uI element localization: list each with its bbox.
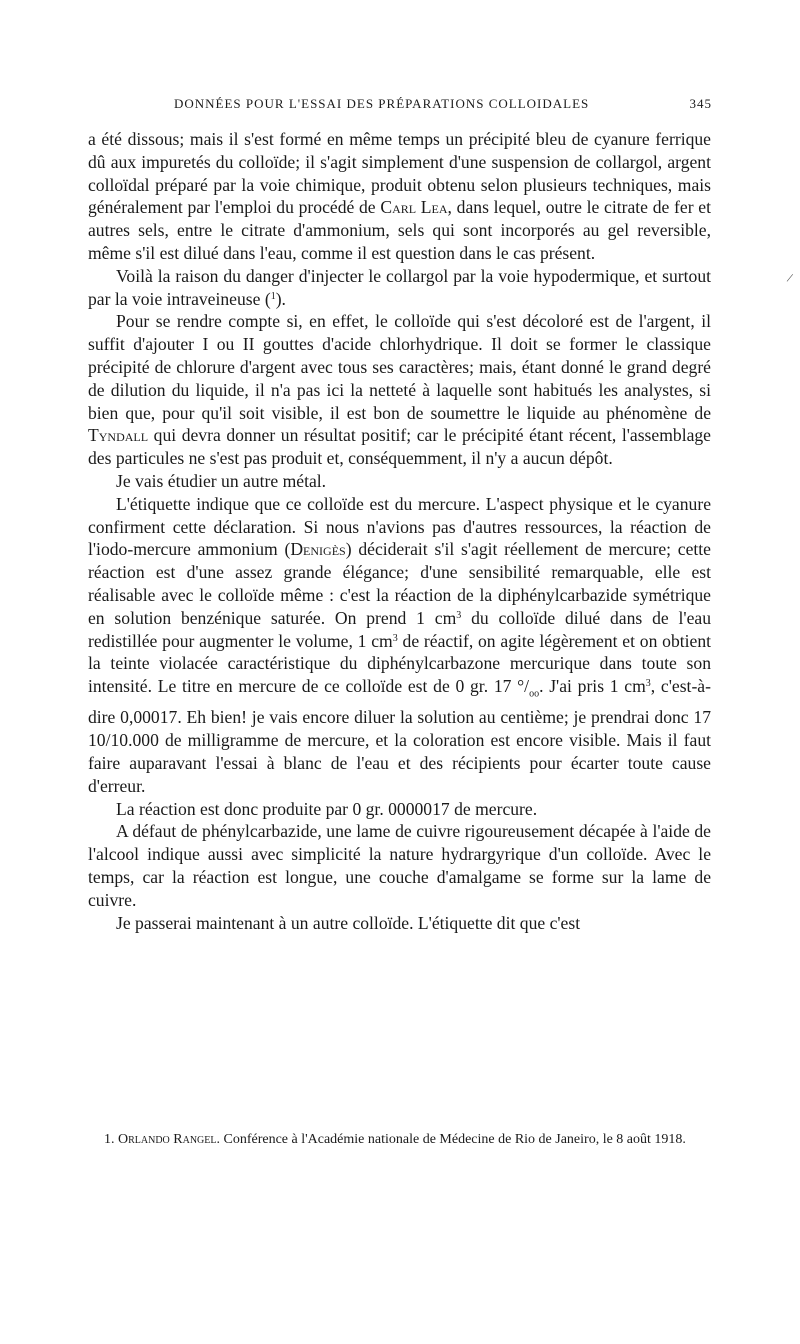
paragraph bbox=[88, 310, 711, 470]
footnote-author: Orlando Rangel bbox=[118, 1132, 217, 1147]
text-run: Pour se rendre compte si, en effet, le colloïde qui s'est décoloré est de l'argent, il suffit d'ajouter I ou II gouttes d'acide chlorhydrique. Il doit se former le classique précipité de chlorure d'argent avec tous ses caractères; mais, étant donné le grand degré de dilution du liquide, il n'a pas ici la netteté à laquelle sont habitués les analystes, si bien que, pour qu'il soit visible, il est bon de soumettre le liquide au phénomène de bbox=[88, 311, 711, 423]
footnote-number: 1. bbox=[104, 1132, 115, 1147]
superscript: 3 bbox=[645, 678, 651, 690]
text-run: du colloïde dilué dans de l'eau redistillée pour augmenter le volume, 1 cm bbox=[88, 607, 711, 651]
author-name-deniges: Denigès bbox=[290, 539, 346, 560]
text-run: . J'ai pris 1 cm bbox=[539, 676, 646, 697]
paragraph: Je passerai maintenant à un autre colloïde. L'étiquette dit que c'est bbox=[116, 912, 581, 933]
paragraph bbox=[88, 493, 711, 798]
text-run: L'étiquette indique que ce colloïde est du mercure. L'aspect physique et le cyanure confirment cette déclaration. Si nous n'avions pas d'autres ressources, la réaction de l'iodo-mercure ammonium ( bbox=[88, 493, 711, 560]
text-run: , c'est-à-dire 0,00017. Eh bien! je vais encore diluer la solution au centième; je prendrai donc 17 10/10.000 de milligramme de mercure, et la coloration est encore visible. Mais il faut faire auparavant l'essai à blanc de l'eau et des récipients pour écarter toute cause d'erreur. bbox=[88, 676, 711, 796]
superscript: 3 bbox=[456, 609, 462, 621]
paragraph: Je vais étudier un autre métal. bbox=[116, 470, 327, 491]
footnote-text bbox=[88, 1130, 711, 1149]
text-run: ) déciderait s'il s'agit réellement de mercure; cette réaction est d'une assez grande élégance; d'une sensibilité remarquable, elle est réalisable avec le colloïde même : c'est la réaction de la diphénylcarbazide symétrique en solution benzénique saturée. On prend 1 cm bbox=[88, 539, 711, 628]
paragraph: A défaut de phénylcarbazide, une lame de cuivre rigoureusement décapée à l'aide de l'alcool indique aussi avec simplicité la nature hydrargyrique d'un colloïde. Avec le temps, car la réaction est longue, une couche d'amalgame se forme sur la lame de cuivre. bbox=[88, 821, 711, 910]
running-title: DONNÉES POUR L'ESSAI DES PRÉPARATIONS COLLOIDALES bbox=[174, 96, 590, 111]
page-number: 345 bbox=[689, 96, 712, 111]
footnote-body: . Conférence à l'Académie nationale de Médecine de Rio de Janeiro, le 8 août 1918. bbox=[216, 1132, 686, 1147]
footnote bbox=[88, 1130, 711, 1149]
body-text bbox=[88, 128, 711, 934]
paragraph: La réaction est donc produite par 0 gr. 0000017 de mercure. bbox=[116, 798, 538, 819]
superscript: 3 bbox=[392, 632, 398, 644]
text-run: Voilà la raison du danger d'injecter le collargol par la voie hypodermique, et surtout par la voie intraveineuse ( bbox=[88, 265, 711, 309]
paragraph-continuation bbox=[88, 128, 711, 265]
text-run: ). bbox=[275, 288, 286, 309]
text-run: de réactif, on agite légèrement et on obtient la teinte violacée caractéristique du diphénylcarbazone mercurique dans toute son intensité. Le titre en mercure de ce colloïde est de 0 gr. 17 °/ bbox=[88, 630, 712, 697]
text-run: a été dissous; mais il s'est formé en même temps un précipité bleu de cyanure ferrique dû aux impuretés du colloïde; il s'agit simplement d'une suspension de collargol, argent colloïdal préparé par la voie chimique, produit obtenu selon plusieurs techniques, mais généralement par l'emploi du procédé de bbox=[88, 129, 711, 218]
author-name-carl-lea: Carl Lea bbox=[380, 197, 448, 218]
subscript: oo bbox=[529, 688, 540, 700]
margin-pencil-mark: / bbox=[785, 269, 795, 286]
text-run: qui devra donner un résultat positif; car le précipité étant récent, l'assemblage des particules ne s'est pas produit et, conséquemment, il n'y a aucun dépôt. bbox=[88, 425, 711, 469]
footnote-ref: 1 bbox=[270, 290, 276, 302]
text-run: , dans lequel, outre le citrate de fer et autres sels, entre le citrate d'ammonium, sels qui sont incorporés au gel reversible, même s'il est dilué dans l'eau, comme il est question dans le cas présent. bbox=[88, 197, 711, 263]
author-name-tyndall: Tyndall bbox=[88, 425, 149, 446]
paragraph bbox=[88, 265, 711, 311]
